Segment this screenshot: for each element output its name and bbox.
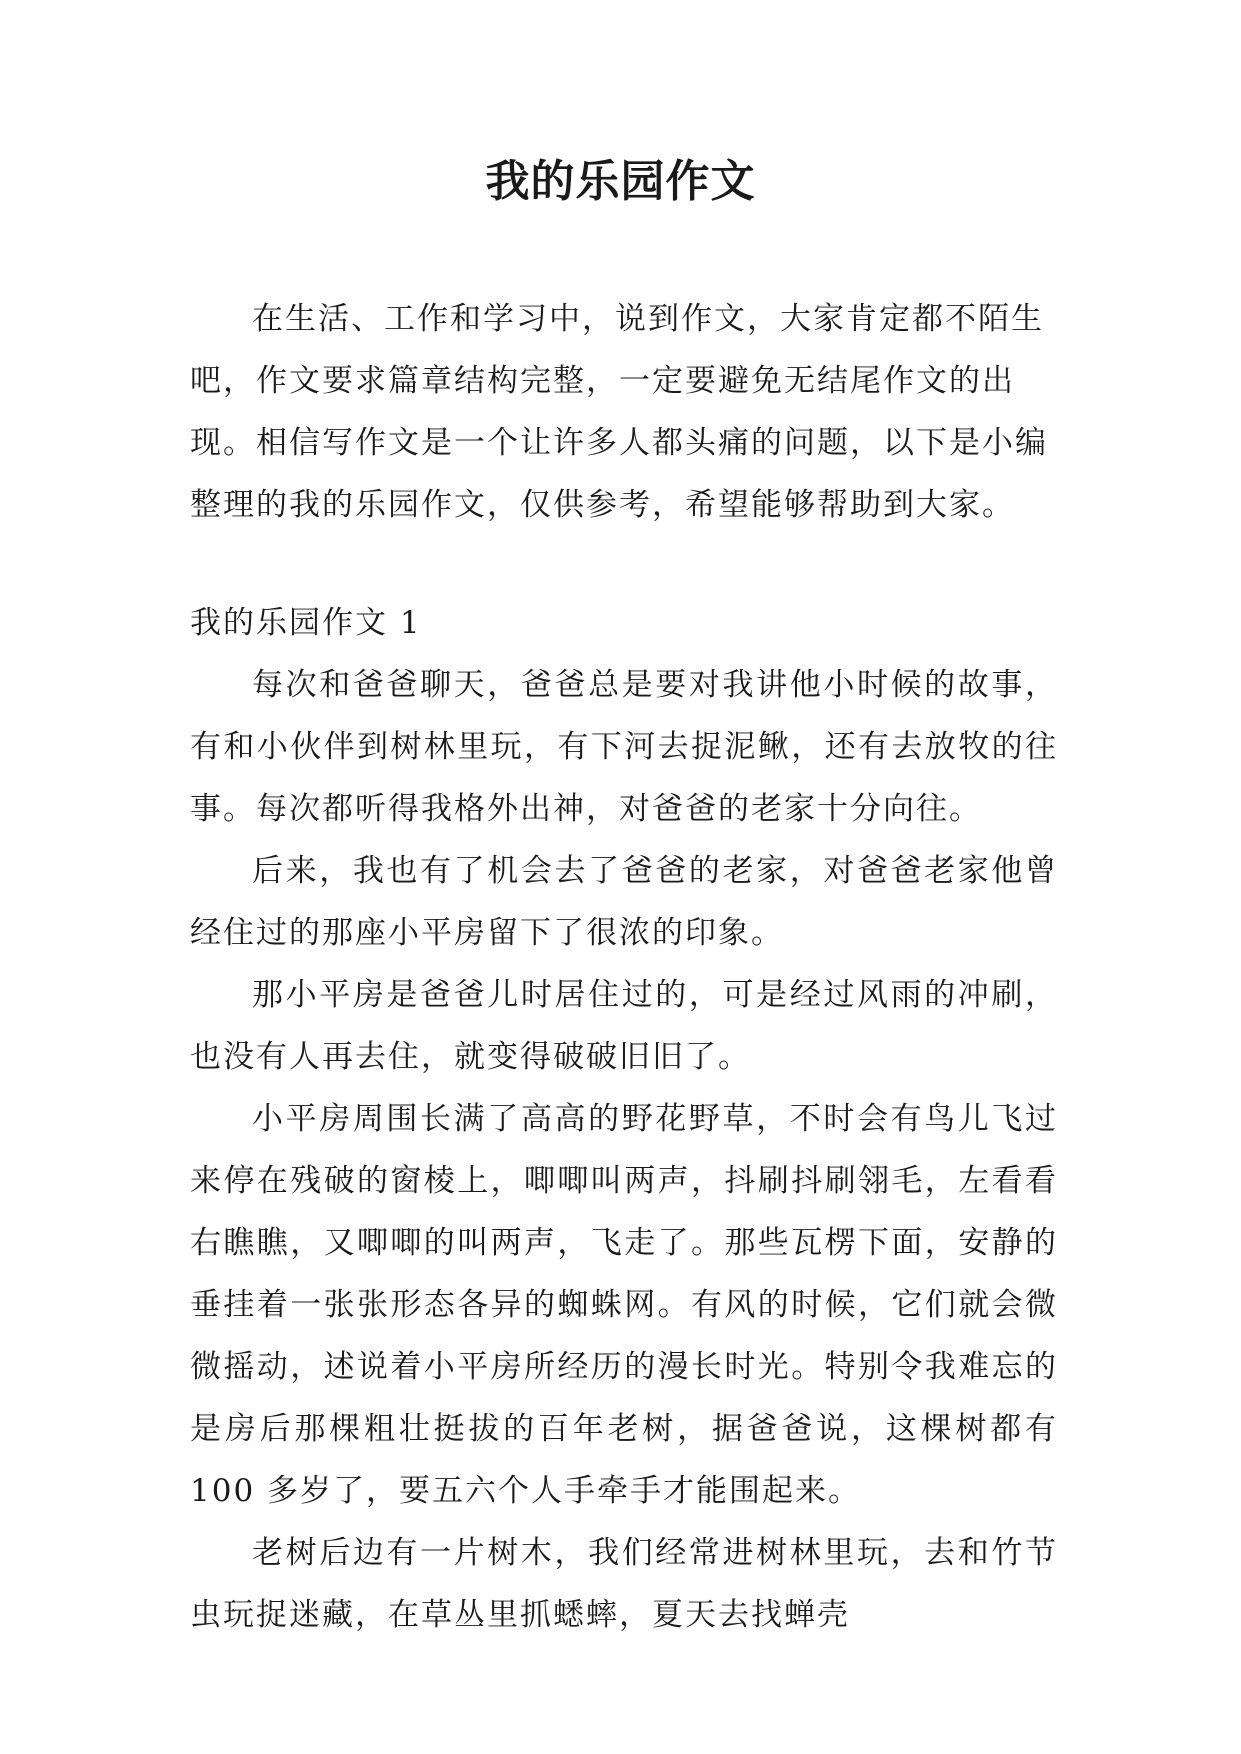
body-paragraph-3: 那小平房是爸爸儿时居住过的，可是经过风雨的冲刷，也没有人再去住，就变得破破旧旧了。 bbox=[190, 977, 1058, 1075]
body-paragraph-2: 后来，我也有了机会去了爸爸的老家，对爸爸老家他曾经住过的那座小平房留下了很浓的印象。 bbox=[190, 853, 1058, 951]
section-heading: 我的乐园作文 1 bbox=[190, 605, 422, 641]
body-paragraph-5: 老树后边有一片树木，我们经常进树林里玩，去和竹节虫玩捉迷藏，在草丛里抓蟋蟀，夏天去找蝉壳 bbox=[190, 1535, 1058, 1633]
document-title: 我的乐园作文 bbox=[485, 156, 756, 207]
intro-paragraph: 在生活、工作和学习中，说到作文，大家肯定都不陌生吧，作文要求篇章结构完整，一定要避免无结尾作文的出现。相信写作文是一个让许多人都头痛的问题，以下是小编整理的我的乐园作文，仅供参考，希望能够帮助到大家。 bbox=[190, 301, 1048, 523]
document-body bbox=[190, 288, 1058, 1646]
body-paragraph-1: 每次和爸爸聊天，爸爸总是要对我讲他小时候的故事，有和小伙伴到树林里玩，有下河去捉泥鳅，还有去放牧的往事。每次都听得我格外出神，对爸爸的老家十分向往。 bbox=[190, 667, 1058, 827]
body-paragraph-4: 小平房周围长满了高高的野花野草，不时会有鸟儿飞过来停在残破的窗棱上，唧唧叫两声，抖刷抖刷翎毛，左看看右瞧瞧，又唧唧的叫两声，飞走了。那些瓦楞下面，安静的垂挂着一张张形态各异的蜘蛛网。有风的时候，它们就会微微摇动，述说着小平房所经历的漫长时光。特别令我难忘的是房后那棵粗壮挺拔的百年老树，据爸爸说，这棵树都有 100 多岁了，要五六个人手牵手才能围起来。 bbox=[190, 1101, 1058, 1509]
